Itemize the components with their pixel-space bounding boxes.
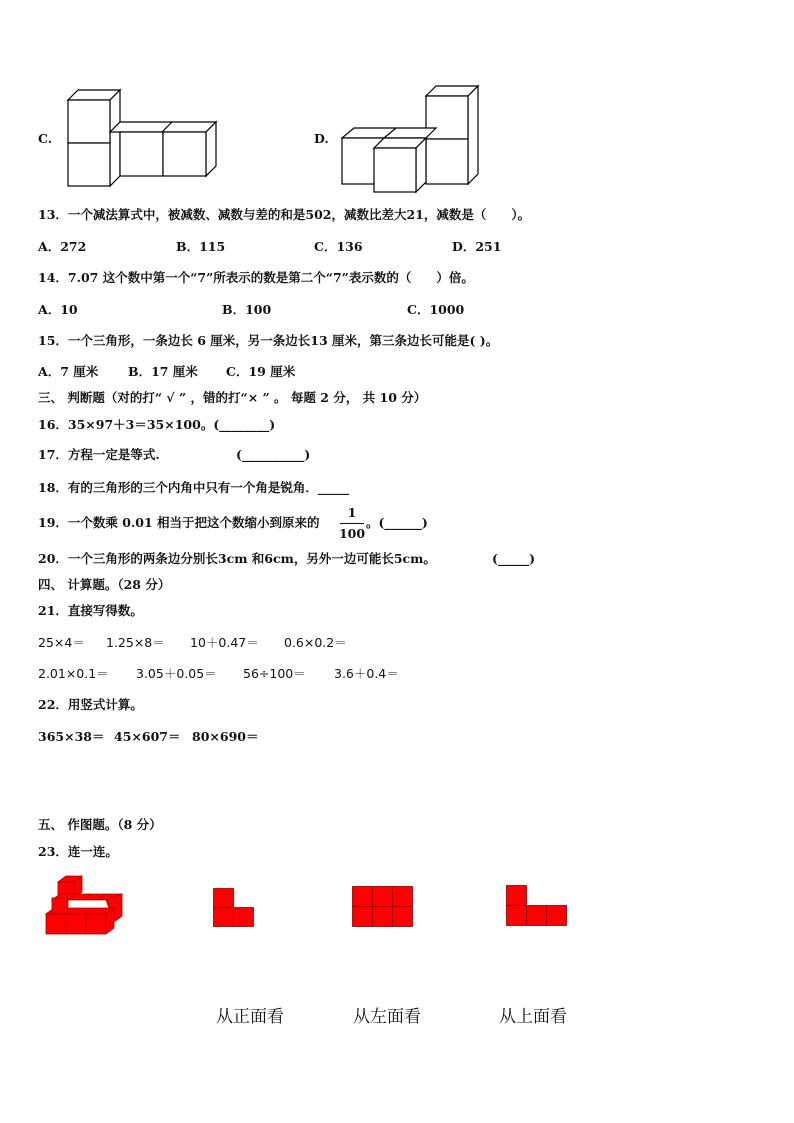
q23-view-shape-2[interactable] <box>352 886 414 932</box>
q13-stem: 13．一个减法算式中，被减数、减数与差的和是502，减数比差大21，减数是（ ）。 <box>38 207 531 222</box>
q22-item-3: 80×690＝ <box>192 729 259 744</box>
q23-3d-cubes-svg <box>46 874 126 936</box>
q21-item-2: 1.25×8＝ <box>106 635 165 650</box>
q15-option-a[interactable]: A．7 厘米 <box>38 364 99 379</box>
option-c-cube-figure <box>66 88 220 194</box>
q13-option-d[interactable]: D．251 <box>452 239 502 254</box>
q19-fraction-denominator: 100 <box>338 526 366 541</box>
q19-fraction-bar <box>340 523 364 524</box>
q20-text: 20．一个三角形的两条边分别长3cm 和6cm，另外一边可能长5cm。 <box>38 551 436 566</box>
q21-item-5: 2.01×0.1＝ <box>38 666 109 681</box>
q15-option-c[interactable]: C．19 厘米 <box>226 364 296 379</box>
q17-text: 17．方程一定是等式. <box>38 447 160 462</box>
q14-option-b[interactable]: B．100 <box>222 302 272 317</box>
q23-view-shape-3[interactable] <box>506 885 568 931</box>
q15-stem: 15．一个三角形，一条边长 6 厘米，另一条边长13 厘米，第三条边长可能是( )。 <box>38 333 499 348</box>
q21-item-7: 56÷100＝ <box>243 666 306 681</box>
option-c-cubes-svg <box>66 88 220 190</box>
q19-answer-blank[interactable]: 。(______) <box>366 515 428 530</box>
q21-stem: 21．直接写得数。 <box>38 603 143 618</box>
q23-view-shape-3-svg <box>506 885 568 927</box>
section-5-title: 五、 作图题。（8 分） <box>38 817 162 832</box>
q19-text: 19．一个数乘 0.01 相当于把这个数缩小到原来的 <box>38 515 320 530</box>
section-3-title: 三、 判断题（对的打“ √ ” ，错的打“× ” 。 每题 2 分， 共 10 分） <box>38 390 427 405</box>
q18-text: 18．有的三角形的三个内角中只有一个角是锐角．_____ <box>38 480 350 495</box>
q23-stem: 23．连一连。 <box>38 844 118 859</box>
q13-option-a[interactable]: A．272 <box>38 239 87 254</box>
q21-item-6: 3.05＋0.05＝ <box>136 666 217 681</box>
q23-view-shape-1-svg <box>213 888 255 928</box>
option-d-cubes-svg <box>340 84 482 196</box>
option-d-cube-figure <box>340 84 482 200</box>
q14-stem: 14．7.07 这个数中第一个“7”所表示的数是第二个“7”表示数的（ ）倍。 <box>38 270 474 285</box>
q13-option-c[interactable]: C．136 <box>314 239 363 254</box>
q19-fraction-numerator: 1 <box>347 505 357 520</box>
q17-answer-blank[interactable]: (__________) <box>236 447 311 462</box>
option-d-label: D. <box>314 131 329 146</box>
q22-item-1: 365×38＝ <box>38 729 105 744</box>
q23-view-label-front[interactable]: 从正面看 <box>216 1007 284 1027</box>
q23-view-shape-1[interactable] <box>213 888 255 932</box>
q22-stem: 22．用竖式计算。 <box>38 697 143 712</box>
q21-item-8: 3.6＋0.4＝ <box>334 666 399 681</box>
q23-view-shape-2-svg <box>352 886 414 928</box>
q22-item-2: 45×607＝ <box>114 729 181 744</box>
q21-item-1: 25×4＝ <box>38 635 85 650</box>
q20-answer-blank[interactable]: (_____) <box>492 551 536 566</box>
q21-item-3: 10＋0.47＝ <box>190 635 259 650</box>
q16-text: 16．35×97＋3＝35×100。(________) <box>38 417 276 432</box>
q13-option-b[interactable]: B．115 <box>176 239 226 254</box>
q21-item-4: 0.6×0.2＝ <box>284 635 347 650</box>
section-4-title: 四、 计算题。（28 分） <box>38 577 171 592</box>
option-c-label: C. <box>38 131 53 146</box>
q23-view-label-left[interactable]: 从左面看 <box>353 1007 421 1027</box>
q14-option-a[interactable]: A．10 <box>38 302 78 317</box>
q14-option-c[interactable]: C．1000 <box>407 302 465 317</box>
q23-3d-cube-figure[interactable] <box>46 874 126 940</box>
q15-option-b[interactable]: B．17 厘米 <box>128 364 198 379</box>
q23-view-label-top[interactable]: 从上面看 <box>499 1007 567 1027</box>
